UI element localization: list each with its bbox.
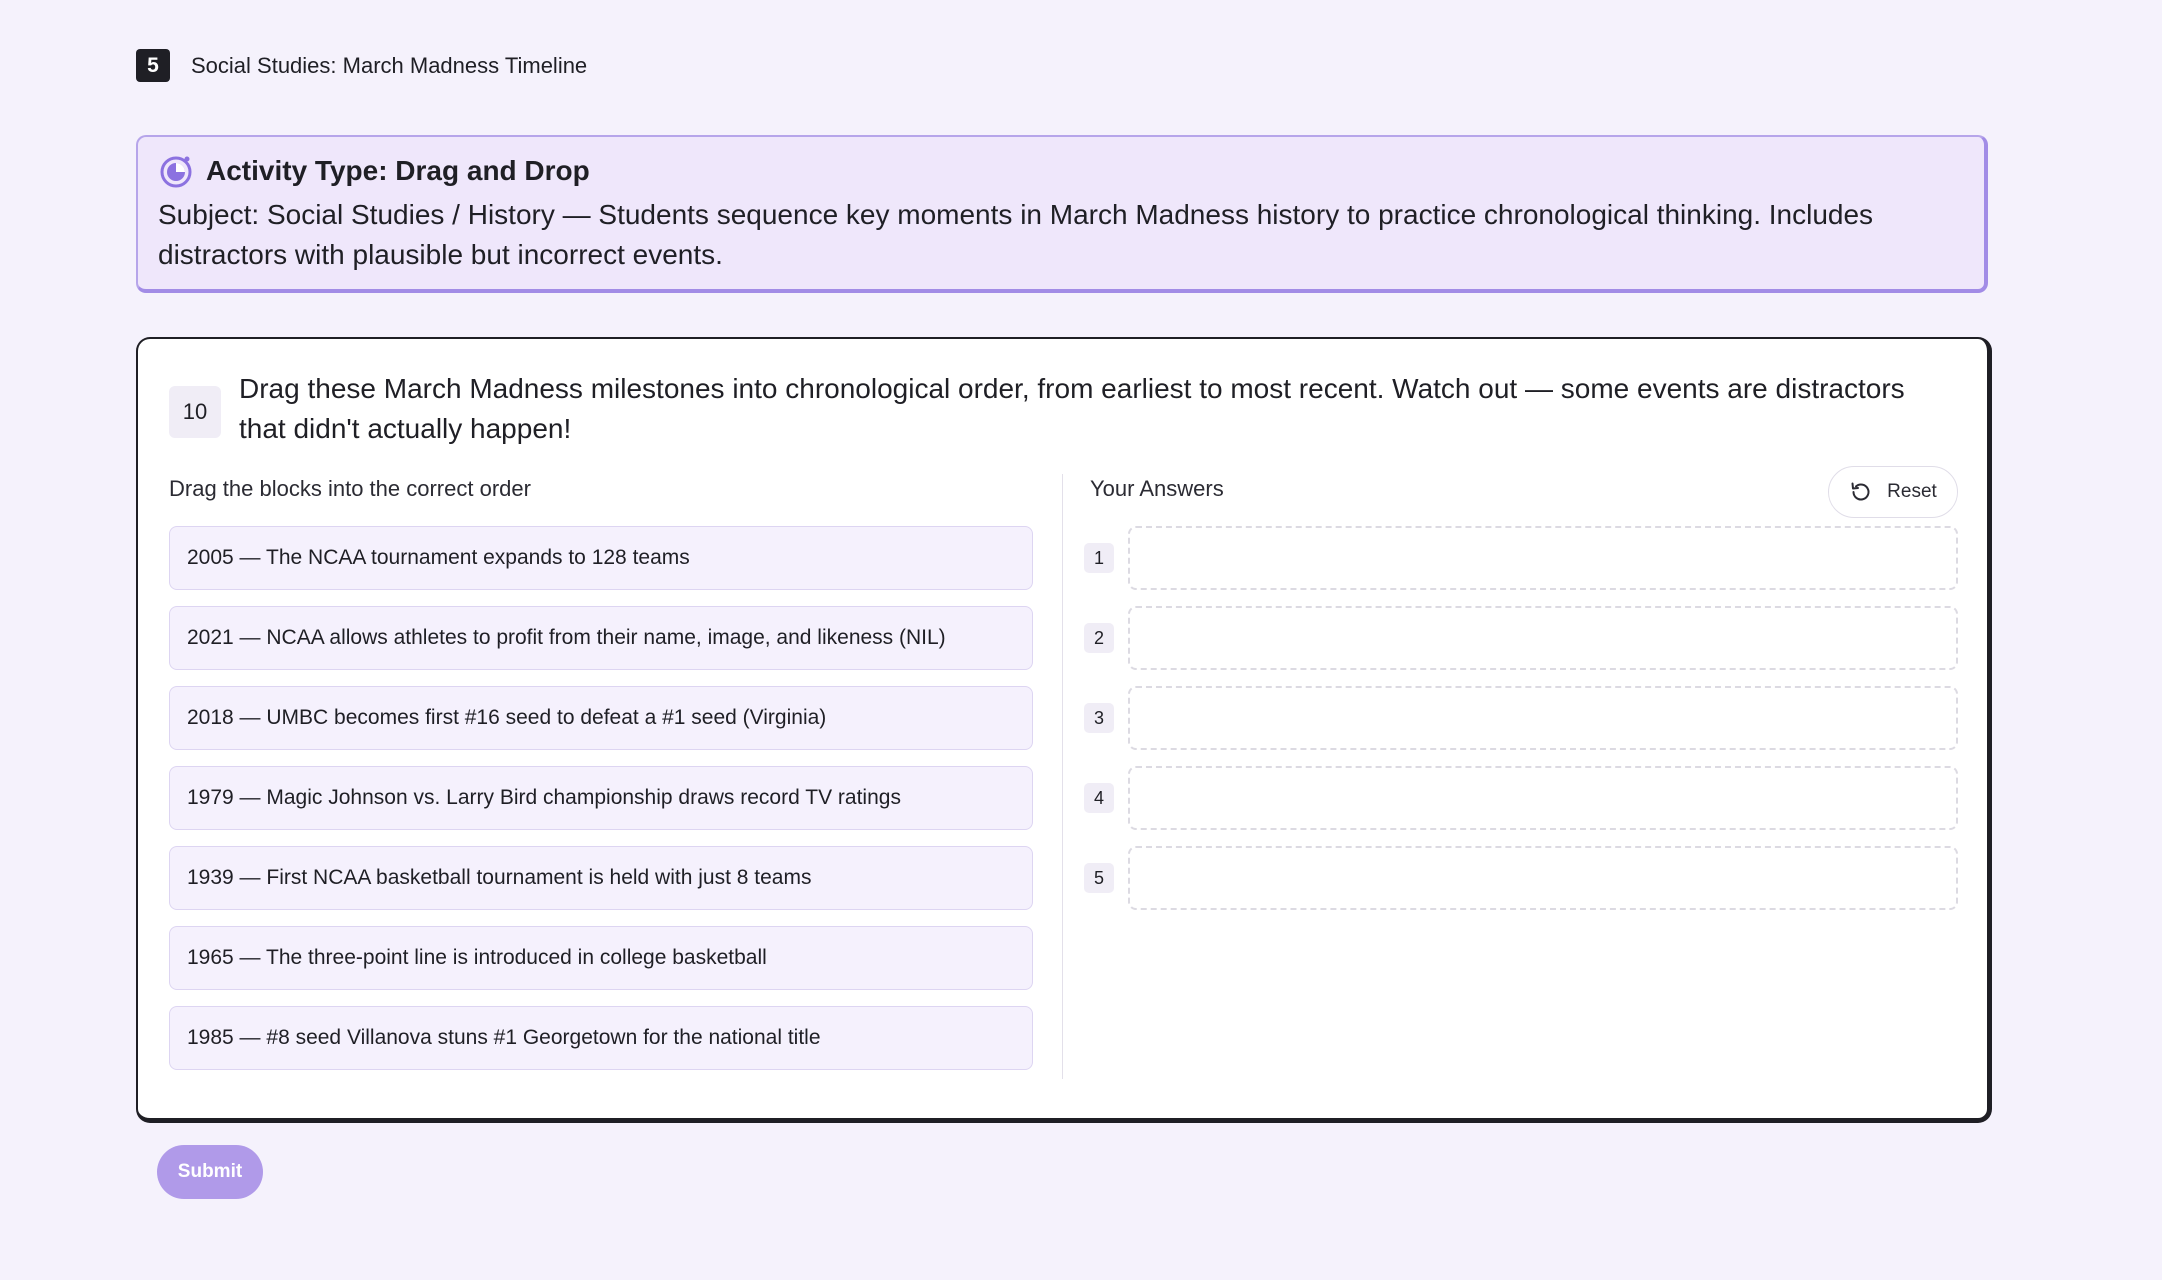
slot-number: 5 (1084, 863, 1114, 893)
submit-button[interactable]: Submit (157, 1145, 263, 1199)
answers-label: Your Answers (1090, 476, 1224, 501)
answer-slot-row (1090, 606, 1958, 670)
answer-slot-row (1090, 686, 1958, 750)
reset-button[interactable] (1828, 466, 1958, 518)
drop-slot[interactable] (1128, 766, 1958, 830)
slot-number: 2 (1084, 623, 1114, 653)
answer-slot-row (1090, 846, 1958, 910)
answers-column (1090, 474, 1958, 926)
reset-icon (1849, 480, 1873, 504)
slot-number: 4 (1084, 783, 1114, 813)
reset-label: Reset (1887, 481, 1937, 502)
drop-slot[interactable] (1128, 846, 1958, 910)
question-text: Drag these March Madness milestones into chronological order, from earliest to most recent. Watch out — some events are distractors that didn't actually happen! (239, 373, 1905, 444)
page-title: Social Studies: March Madness Timeline (191, 52, 588, 78)
drag-block[interactable]: 1939 — First NCAA basketball tournament is held with just 8 teams (169, 846, 1033, 910)
source-column (169, 474, 1033, 1086)
step-badge: 5 (136, 49, 170, 82)
slot-number: 1 (1084, 543, 1114, 573)
answer-slot-row (1090, 526, 1958, 590)
drop-slot[interactable] (1128, 526, 1958, 590)
page-header (136, 49, 587, 82)
timer-icon (158, 153, 194, 189)
answer-slot-list (1090, 526, 1958, 910)
source-label: Drag the blocks into the correct order (169, 476, 531, 501)
drag-block[interactable]: 1979 — Magic Johnson vs. Larry Bird championship draws record TV ratings (169, 766, 1033, 830)
question-card (136, 337, 1992, 1123)
drag-block[interactable]: 2021 — NCAA allows athletes to profit from their name, image, and likeness (NIL) (169, 606, 1033, 670)
activity-description: Subject: Social Studies / History — Students sequence key moments in March Madness history to practice chronological thinking. Includes distractors with plausible but incorrect events. (158, 199, 1874, 270)
drag-block[interactable]: 2018 — UMBC becomes first #16 seed to defeat a #1 seed (Virginia) (169, 686, 1033, 750)
drop-slot[interactable] (1128, 606, 1958, 670)
activity-type-title: Activity Type: Drag and Drop (206, 155, 590, 186)
drag-block-list (169, 526, 1033, 1070)
drag-block[interactable]: 1965 — The three-point line is introduced in college basketball (169, 926, 1033, 990)
drop-slot[interactable] (1128, 686, 1958, 750)
answer-slot-row (1090, 766, 1958, 830)
drag-block[interactable]: 1985 — #8 seed Villanova stuns #1 Georgetown for the national title (169, 1006, 1033, 1070)
drag-block[interactable]: 2005 — The NCAA tournament expands to 128 teams (169, 526, 1033, 590)
column-divider (1062, 474, 1063, 1079)
activity-info-title-row (158, 153, 1964, 189)
question-number: 10 (169, 386, 221, 438)
activity-info-card (136, 135, 1988, 293)
slot-number: 3 (1084, 703, 1114, 733)
